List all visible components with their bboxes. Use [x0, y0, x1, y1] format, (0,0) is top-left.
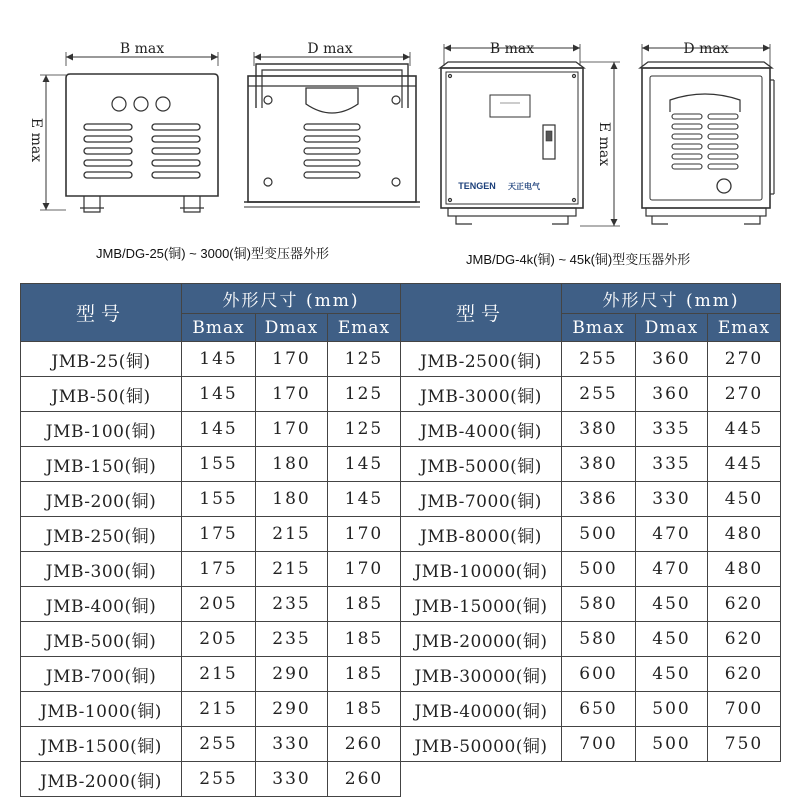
- model-cell: JMB-25(铜): [21, 342, 182, 377]
- table-row: [21, 762, 401, 797]
- emax-cell: 170: [328, 552, 401, 587]
- emax-cell: 145: [328, 482, 401, 517]
- table-row: [401, 412, 781, 447]
- bmax-cell: 255: [182, 727, 256, 762]
- right-table-body: [401, 342, 781, 762]
- emax-cell: 260: [328, 762, 401, 797]
- model-cell: JMB-7000(铜): [401, 482, 562, 517]
- table-row: [401, 587, 781, 622]
- model-cell: JMB-300(铜): [21, 552, 182, 587]
- table-row: [401, 517, 781, 552]
- bmax-cell: 380: [562, 412, 636, 447]
- left-table-body: [21, 342, 401, 797]
- bmax-cell: 145: [182, 342, 256, 377]
- emax-cell: 270: [708, 377, 781, 412]
- bmax-cell: 255: [562, 377, 636, 412]
- emax-cell: 125: [328, 377, 401, 412]
- dmax-cell: 290: [256, 657, 328, 692]
- table-row: [21, 342, 401, 377]
- table-row: [21, 482, 401, 517]
- dimension-group-header: 外形尺寸 (mm): [182, 284, 401, 314]
- dmax-cell: 180: [256, 482, 328, 517]
- table-row: [21, 412, 401, 447]
- transformer-drawings: [0, 0, 800, 280]
- bmax-cell: 205: [182, 622, 256, 657]
- bmax-cell: 175: [182, 517, 256, 552]
- dmax-cell: 180: [256, 447, 328, 482]
- bmax-cell: 255: [182, 762, 256, 797]
- dmax-cell: 330: [636, 482, 708, 517]
- bmax-cell: 205: [182, 587, 256, 622]
- model-cell: JMB-150(铜): [21, 447, 182, 482]
- dmax-cell: 235: [256, 587, 328, 622]
- emax-cell: 185: [328, 692, 401, 727]
- bmax-cell: 155: [182, 447, 256, 482]
- bmax-cell: 500: [562, 517, 636, 552]
- model-cell: JMB-500(铜): [21, 622, 182, 657]
- emax-cell: 185: [328, 657, 401, 692]
- dmax-cell: 235: [256, 622, 328, 657]
- bmax-cell: 255: [562, 342, 636, 377]
- model-cell: JMB-2500(铜): [401, 342, 562, 377]
- small-side-view: [244, 52, 420, 207]
- small-caption: JMB/DG-25(铜) ~ 3000(铜)型变压器外形: [96, 246, 329, 261]
- dmax-cell: 335: [636, 447, 708, 482]
- emax-cell: 125: [328, 412, 401, 447]
- model-cell: JMB-3000(铜): [401, 377, 562, 412]
- model-cell: JMB-700(铜): [21, 657, 182, 692]
- column-header-dmax: Dmax: [256, 314, 328, 342]
- bmax-cell: 215: [182, 692, 256, 727]
- bmax-cell: 700: [562, 727, 636, 762]
- table-row: [21, 657, 401, 692]
- bmax-cell: 580: [562, 587, 636, 622]
- large-d-label: D max: [683, 41, 729, 57]
- emax-cell: 620: [708, 622, 781, 657]
- model-cell: JMB-2000(铜): [21, 762, 182, 797]
- dmax-cell: 290: [256, 692, 328, 727]
- spec-table-right: [400, 283, 781, 762]
- model-cell: JMB-1500(铜): [21, 727, 182, 762]
- table-row: [21, 447, 401, 482]
- bmax-cell: 386: [562, 482, 636, 517]
- bmax-cell: 600: [562, 657, 636, 692]
- column-header-bmax: Bmax: [182, 314, 256, 342]
- model-header: 型号: [401, 284, 562, 342]
- small-e-label: E max: [28, 117, 44, 163]
- table-row: [401, 482, 781, 517]
- model-cell: JMB-10000(铜): [401, 552, 562, 587]
- model-cell: JMB-1000(铜): [21, 692, 182, 727]
- small-d-label: D max: [307, 41, 353, 57]
- emax-cell: 260: [328, 727, 401, 762]
- table-row: [401, 342, 781, 377]
- bmax-cell: 145: [182, 377, 256, 412]
- dmax-cell: 450: [636, 622, 708, 657]
- dmax-cell: 330: [256, 762, 328, 797]
- bmax-cell: 175: [182, 552, 256, 587]
- table-row: [401, 447, 781, 482]
- table-row: [21, 587, 401, 622]
- small-front-view: [40, 52, 218, 212]
- large-side-view: [640, 44, 774, 224]
- large-caption: JMB/DG-4k(铜) ~ 45k(铜)型变压器外形: [466, 252, 691, 267]
- model-header: 型号: [21, 284, 182, 342]
- table-row: [21, 552, 401, 587]
- table-row: [401, 552, 781, 587]
- model-cell: JMB-50(铜): [21, 377, 182, 412]
- column-header-dmax: Dmax: [636, 314, 708, 342]
- model-cell: JMB-20000(铜): [401, 622, 562, 657]
- emax-cell: 750: [708, 727, 781, 762]
- emax-cell: 445: [708, 447, 781, 482]
- column-header-emax: Emax: [708, 314, 781, 342]
- bmax-cell: 380: [562, 447, 636, 482]
- table-row: [21, 517, 401, 552]
- bmax-cell: 215: [182, 657, 256, 692]
- table-row: [401, 727, 781, 762]
- dmax-cell: 215: [256, 517, 328, 552]
- spec-table-left: [20, 283, 401, 797]
- emax-cell: 620: [708, 657, 781, 692]
- bmax-cell: 145: [182, 412, 256, 447]
- emax-cell: 145: [328, 447, 401, 482]
- model-cell: JMB-50000(铜): [401, 727, 562, 762]
- emax-cell: 185: [328, 622, 401, 657]
- model-cell: JMB-100(铜): [21, 412, 182, 447]
- emax-cell: 445: [708, 412, 781, 447]
- column-header-emax: Emax: [328, 314, 401, 342]
- model-cell: JMB-4000(铜): [401, 412, 562, 447]
- emax-cell: 450: [708, 482, 781, 517]
- dmax-cell: 450: [636, 587, 708, 622]
- table-row: [401, 622, 781, 657]
- emax-cell: 620: [708, 587, 781, 622]
- brand-logo-text: TENGEN: [458, 181, 496, 191]
- bmax-cell: 500: [562, 552, 636, 587]
- dmax-cell: 215: [256, 552, 328, 587]
- dmax-cell: 170: [256, 377, 328, 412]
- dmax-cell: 500: [636, 692, 708, 727]
- model-cell: JMB-250(铜): [21, 517, 182, 552]
- large-b-label: B max: [489, 41, 535, 57]
- dmax-cell: 470: [636, 552, 708, 587]
- dmax-cell: 470: [636, 517, 708, 552]
- dmax-cell: 330: [256, 727, 328, 762]
- large-e-label: E max: [596, 121, 612, 167]
- emax-cell: 170: [328, 517, 401, 552]
- large-front-view: [440, 44, 620, 226]
- table-row: [401, 692, 781, 727]
- dmax-cell: 170: [256, 342, 328, 377]
- dmax-cell: 360: [636, 342, 708, 377]
- dmax-cell: 170: [256, 412, 328, 447]
- model-cell: JMB-400(铜): [21, 587, 182, 622]
- table-row: [21, 692, 401, 727]
- model-cell: JMB-15000(铜): [401, 587, 562, 622]
- table-row: [401, 377, 781, 412]
- dmax-cell: 500: [636, 727, 708, 762]
- table-row: [21, 377, 401, 412]
- brand-logo-cn: 天正电气: [508, 182, 540, 191]
- model-cell: JMB-30000(铜): [401, 657, 562, 692]
- dmax-cell: 450: [636, 657, 708, 692]
- dimension-group-header: 外形尺寸 (mm): [562, 284, 781, 314]
- dmax-cell: 360: [636, 377, 708, 412]
- bmax-cell: 650: [562, 692, 636, 727]
- table-row: [21, 727, 401, 762]
- emax-cell: 700: [708, 692, 781, 727]
- emax-cell: 480: [708, 517, 781, 552]
- table-row: [21, 622, 401, 657]
- small-b-label: B max: [119, 41, 165, 57]
- bmax-cell: 580: [562, 622, 636, 657]
- emax-cell: 125: [328, 342, 401, 377]
- emax-cell: 270: [708, 342, 781, 377]
- model-cell: JMB-40000(铜): [401, 692, 562, 727]
- emax-cell: 185: [328, 587, 401, 622]
- emax-cell: 480: [708, 552, 781, 587]
- dmax-cell: 335: [636, 412, 708, 447]
- column-header-bmax: Bmax: [562, 314, 636, 342]
- model-cell: JMB-8000(铜): [401, 517, 562, 552]
- model-cell: JMB-5000(铜): [401, 447, 562, 482]
- table-row: [401, 657, 781, 692]
- bmax-cell: 155: [182, 482, 256, 517]
- model-cell: JMB-200(铜): [21, 482, 182, 517]
